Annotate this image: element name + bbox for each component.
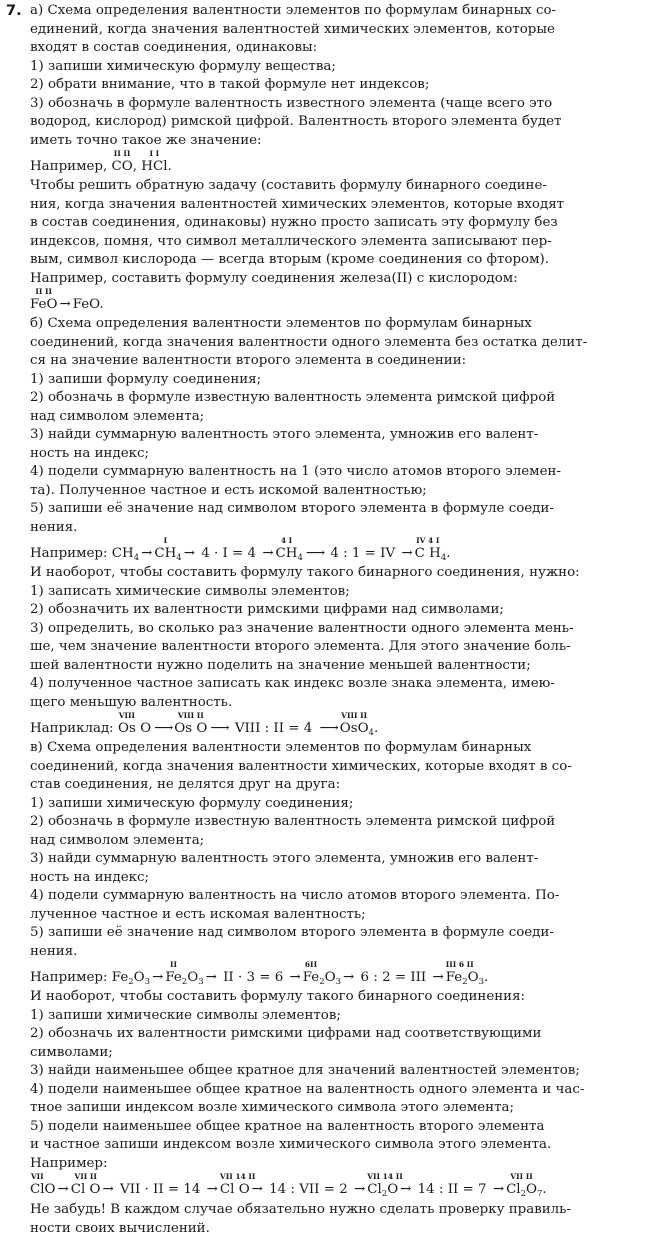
text-line: ся на значение валентности второго элемента в соединении: xyxy=(30,352,653,371)
long-arrow-icon: ⟶ xyxy=(151,720,174,738)
reverse-task-c xyxy=(30,988,653,1173)
formula-fe2o3-result: III 6 II Fe xyxy=(446,969,462,987)
text-line: ния, когда значения валентностей химических элементов, которые входят xyxy=(30,196,653,215)
arrow-icon: → xyxy=(430,969,445,987)
text-line: нения. xyxy=(30,943,653,962)
text-line: символами; xyxy=(30,1044,653,1063)
text-line: нения. xyxy=(30,519,653,538)
text-line: 5) запиши её значение над символом второго элемента в формуле соеди- xyxy=(30,500,653,519)
formula-cl2o7-marked: VII Cl xyxy=(30,1181,45,1199)
section-b xyxy=(30,315,653,537)
formula-ch4-total: 4 I CH xyxy=(276,545,298,563)
text-line: 1) запиши химическую формулу соединения; xyxy=(30,795,653,814)
reverse-task-b xyxy=(30,564,653,712)
arrow-icon: → xyxy=(101,1181,116,1199)
text-line: 3) найди суммарную валентность этого элемента, умножив его валент- xyxy=(30,850,653,869)
example-equation-5: Например: $Fe_2O_3$ → II $Fe_2O_3$ → II · 3 = 6 → 6II $Fe_2O_3 \to 6$ : 2 = III → III 6 II $Fe_2O_3$. xyxy=(30,961,653,988)
arrow-icon: → xyxy=(139,545,154,563)
long-arrow-icon: ⟶ xyxy=(207,720,230,738)
text-line: ность на индекс; xyxy=(30,445,653,464)
text-line: единений, когда значения валентностей химических элементов, которые xyxy=(30,21,653,40)
example-equation-6: VII ClO → VII II Cl O → VII · II = 14 → VII 14 II Cl O → 14 : VII = 2 → VII 14 II $Cl_2O \to 14$ : II = 7 → VII II $Cl_2O_7$. xyxy=(30,1173,653,1201)
text-line: соединений, когда значения валентности одного элемента без остатка делит- xyxy=(30,334,653,353)
arrow-icon: → xyxy=(260,545,275,563)
text-line: соединений, когда значения валентности химических, которые входят в со- xyxy=(30,758,653,777)
example-equation-2: II II FeO → FeO. xyxy=(30,288,653,315)
text-line: индексов, помня, что символ металлического элемента записывают пер- xyxy=(30,233,653,252)
text-line: Не забудь! В каждом случае обязательно нужно сделать проверку правиль- xyxy=(30,1201,653,1220)
text-line: входят в состав соединения, одинаковы: xyxy=(30,39,653,58)
text-line: б) Схема определения валентности элементов по формулам бинарных xyxy=(30,315,653,334)
text-line: тное запиши индексом возле химического символа этого элемента; xyxy=(30,1099,653,1118)
formula-ch4-result: IV 4 I C H xyxy=(415,545,441,563)
arrow-icon: → xyxy=(56,1181,71,1199)
text-line: ность на индекс; xyxy=(30,869,653,888)
formula-co: II II CO xyxy=(112,158,133,176)
reverse-task-a xyxy=(30,177,653,288)
example-equation-4: Наприклад: VIII Os O ⟶ VIII II Os O ⟶ VIII : II = 4 ⟶ VIII II OsO$_4$. xyxy=(30,712,653,739)
text-line: над символом элемента; xyxy=(30,408,653,427)
section-a-intro xyxy=(30,2,653,150)
text-line: лученное частное и есть искомая валентность; xyxy=(30,906,653,925)
formula-cl2o7-both: VII II Cl O xyxy=(71,1181,101,1199)
text-line: ше, чем значение валентности второго элемента. Для этого значение боль- xyxy=(30,638,653,657)
text-line: 4) подели суммарную валентность на 1 (это число атомов второго элемен- xyxy=(30,463,653,482)
arrow-icon: → xyxy=(398,1181,413,1199)
text-line: 1) запиши формулу соединения; xyxy=(30,371,653,390)
formula-cl2o7-lcm: VII 14 II Cl O xyxy=(220,1181,250,1199)
arrow-icon: → xyxy=(341,969,356,987)
long-arrow-icon: ⟶ xyxy=(303,545,326,563)
text-line: Например, составить формулу соединения железа(II) с кислородом: xyxy=(30,270,653,289)
text-line: 4) полученное частное записать как индекс возле знака элемента, имею- xyxy=(30,675,653,694)
text-line: 1) запиши химические символы элементов; xyxy=(30,1007,653,1026)
text-line: 3) найди наименьшее общее кратное для значений валентностей элементов; xyxy=(30,1062,653,1081)
text-line: 4) подели наименьшее общее кратное на валентность одного элемента и час- xyxy=(30,1081,653,1100)
exercise-number: 7. xyxy=(6,2,22,21)
text-line: 1) записать химические символы элементов; xyxy=(30,583,653,602)
text-line: 3) найди суммарную валентность этого элемента, умножив его валент- xyxy=(30,426,653,445)
text-line: 3) определить, во сколько раз значение валентности одного элемента мень- xyxy=(30,620,653,639)
text-line: 4) подели суммарную валентность на число атомов второго элемента. По- xyxy=(30,887,653,906)
reminder xyxy=(30,1201,653,1238)
arrow-icon: → xyxy=(399,545,414,563)
text-line: вым, символ кислорода — всегда вторым (кроме соединения со фтором). xyxy=(30,251,653,270)
formula-feo: II II FeO xyxy=(30,296,57,314)
text-line: иметь точно такое же значение: xyxy=(30,132,653,151)
arrow-icon: → xyxy=(204,969,219,987)
formula-fe-marked: II Fe xyxy=(165,969,181,987)
text-line: Чтобы решить обратную задачу (составить формулу бинарного соедине- xyxy=(30,177,653,196)
example-equation-1: Например, II II CO, I I HCl. xyxy=(30,150,653,177)
long-arrow-icon: ⟶ xyxy=(317,720,340,738)
text-line: 5) подели наименьшее общее кратное на валентность второго элемента xyxy=(30,1118,653,1137)
text-line: та). Полученное частное и есть искомой валентностью; xyxy=(30,482,653,501)
text-line: И наоборот, чтобы составить формулу такого бинарного соединения, нужно: xyxy=(30,564,653,583)
text-line: 2) обозначь в формуле известную валентность элемента римской цифрой xyxy=(30,389,653,408)
arrow-icon: → xyxy=(182,545,197,563)
text-line: 2) обозначь в формуле известную валентность элемента римской цифрой xyxy=(30,813,653,832)
formula-oso4: VIII II OsO xyxy=(340,720,369,738)
text-line: став соединения, не делятся друг на друга: xyxy=(30,776,653,795)
text-line: ности своих вычислений. xyxy=(30,1220,653,1238)
text-line: шей валентности нужно поделить на значение меньшей валентности; xyxy=(30,657,653,676)
text-line: 2) обрати внимание, что в такой формуле нет индексов; xyxy=(30,76,653,95)
text-line: а) Схема определения валентности элементов по формулам бинарных со- xyxy=(30,2,653,21)
example-equation-3: Например: $CH_4$ → I $CH_4 \to 4 \cdot I = 4$ → 4 I $CH_4$ ⟶ 4 : 1 = IV → IV 4 I C $H_4$. xyxy=(30,537,653,564)
formula-cl2o7-result: VII II $Cl_2O$ xyxy=(506,1181,537,1199)
text-line: щего меньшую валентность. xyxy=(30,694,653,713)
text-line: 1) запиши химическую формулу вещества; xyxy=(30,58,653,77)
text-line: и частное запиши индексом возле химического символа этого элемента. xyxy=(30,1136,653,1155)
arrow-icon: → xyxy=(205,1181,220,1199)
text-line: 2) обозначь их валентности римскими цифрами над соответствующими xyxy=(30,1025,653,1044)
formula-cl2o-partial: VII 14 II $Cl_2O$ xyxy=(367,1181,398,1199)
text-line: в) Схема определения валентности элементов по формулам бинарных xyxy=(30,739,653,758)
arrow-icon: → xyxy=(250,1181,265,1199)
text-line: над символом элемента; xyxy=(30,832,653,851)
text-line: в состав соединения, одинаковы) нужно просто записать эту формулу без xyxy=(30,214,653,233)
text-line: 5) запиши её значение над символом второго элемента в формуле соеди- xyxy=(30,924,653,943)
formula-oso-marked: VIII Os xyxy=(118,720,136,738)
text-line: 2) обозначить их валентности римскими цифрами над символами; xyxy=(30,601,653,620)
section-c xyxy=(30,739,653,961)
text-line: Например: xyxy=(30,1155,653,1174)
arrow-icon: → xyxy=(288,969,303,987)
arrow-icon: → xyxy=(57,296,72,314)
text-line: И наоборот, чтобы составить формулу такого бинарного соединения: xyxy=(30,988,653,1007)
formula-ch4-marked: I CH xyxy=(154,545,176,563)
formula-hcl: I I HCl xyxy=(141,158,167,176)
arrow-icon: → xyxy=(491,1181,506,1199)
arrow-icon: → xyxy=(352,1181,367,1199)
formula-oso-both: VIII II Os O xyxy=(174,720,207,738)
formula-fe-total: 6II Fe xyxy=(303,969,319,987)
text-line: 3) обозначь в формуле валентность известного элемента (чаще всего это xyxy=(30,95,653,114)
arrow-icon: → xyxy=(150,969,165,987)
text-line: водород, кислород) римской цифрой. Валентность второго элемента будет xyxy=(30,113,653,132)
